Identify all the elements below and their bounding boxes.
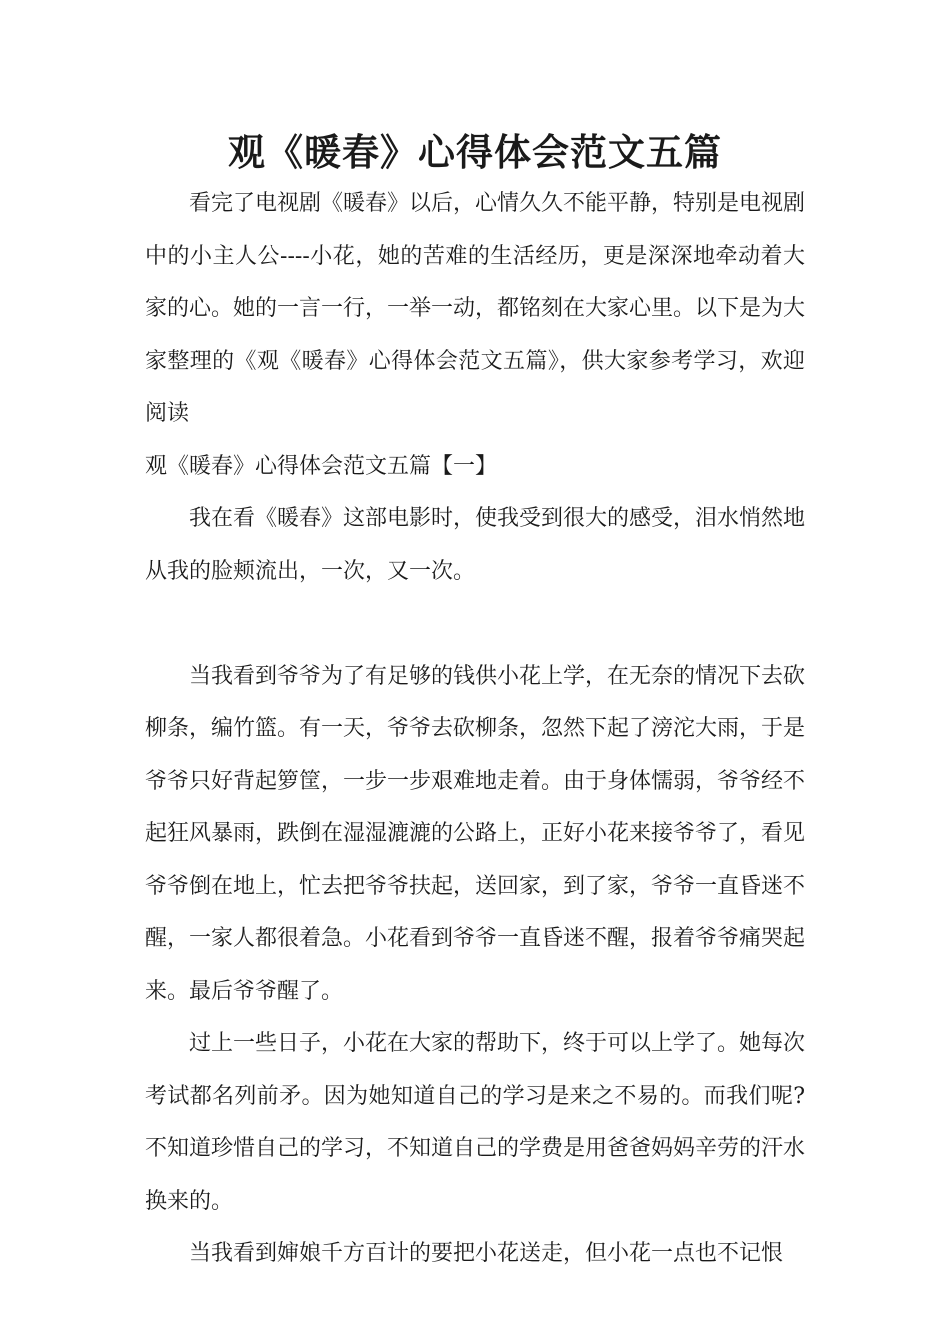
body-paragraph-1: 我在看《暖春》这部电影时，使我受到很大的感受，泪水悄然地从我的脸颊流出，一次，又一次。: [145, 506, 806, 584]
section-heading: 观《暖春》心得体会范文五篇【一】: [145, 453, 498, 479]
document-body: [145, 178, 805, 1281]
document-title: 观《暖春》心得体会范文五篇: [228, 131, 722, 174]
intro-paragraph: 看完了电视剧《暖春》以后，心情久久不能平静，特别是电视剧中的小主人公----小花，她的苦难的生活经历，更是深深地牵动着大家的心。她的一言一行，一举一动，都铭刻在大家心里。以下是为大家整理的《观《暖春》心得体会范文五篇》，供大家参考学习，欢迎阅读: [145, 191, 806, 426]
body-paragraph-2: 当我看到爷爷为了有足够的钱供小花上学，在无奈的情况下去砍柳条，编竹篮。有一天，爷爷去砍柳条，忽然下起了滂沱大雨，于是爷爷只好背起箩筐，一步一步艰难地走着。由于身体懦弱，爷爷经不起狂风暴雨，跌倒在湿湿漉漉的公路上，正好小花来接爷爷了，看见爷爷倒在地上，忙去把爷爷扶起，送回家，到了家，爷爷一直昏迷不醒，一家人都很着急。小花看到爷爷一直昏迷不醒，报着爷爷痛哭起来。最后爷爷醒了。: [145, 663, 806, 1004]
body-paragraph-3: 过上一些日子，小花在大家的帮助下，终于可以上学了。她每次考试都名列前矛。因为她知道自己的学习是来之不易的。而我们呢?不知道珍惜自己的学习，不知道自己的学费是用爸爸妈妈辛劳的汗水换来的。: [145, 1031, 806, 1214]
body-paragraph-4: 当我看到婶娘千方百计的要把小花送走，但小花一点也不记恨: [189, 1241, 784, 1266]
paragraph-spacer: [145, 598, 805, 651]
